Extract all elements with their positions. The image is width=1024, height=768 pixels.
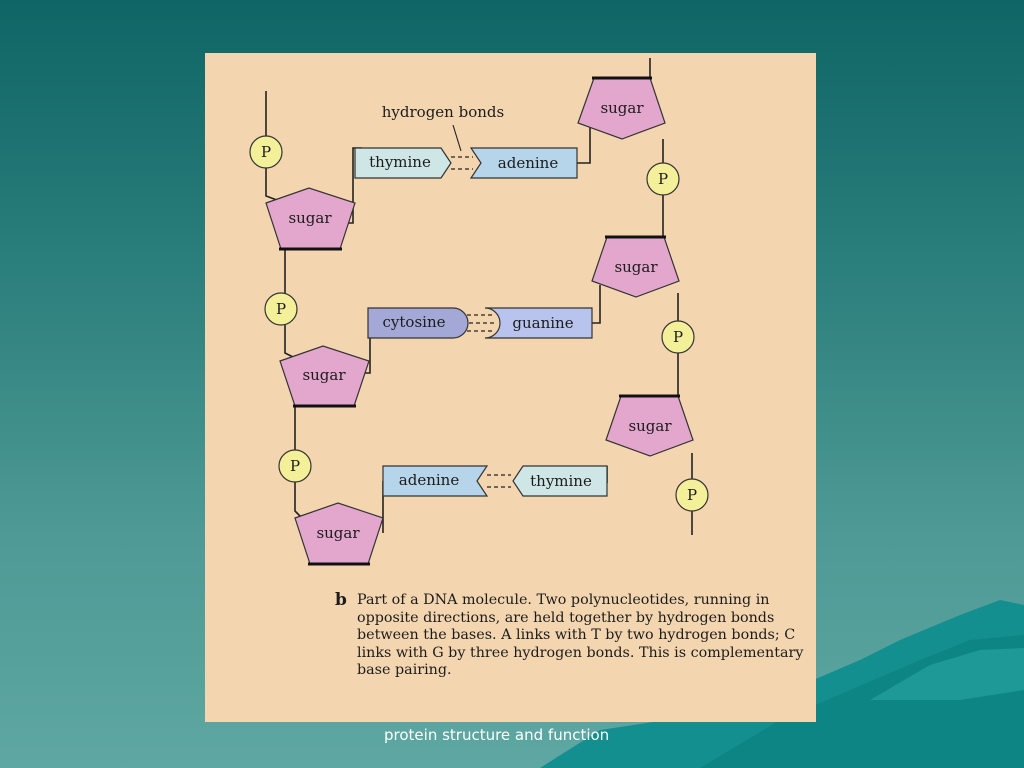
slide-footer: protein structure and function	[384, 726, 610, 744]
sugar-right-1	[578, 78, 665, 139]
phosphate-right-2	[662, 321, 694, 353]
base-label: thymine	[530, 472, 592, 490]
caption-marker: b	[335, 590, 347, 610]
phosphate-label: P	[289, 457, 301, 475]
phosphate-right-3	[676, 479, 708, 511]
phosphate-left-3	[279, 450, 311, 482]
sugar-left-1	[266, 188, 355, 249]
base-label: adenine	[398, 471, 460, 489]
sugar-right-3	[606, 396, 693, 456]
phosphate-label: P	[260, 143, 272, 161]
callout-leader-line	[453, 125, 461, 151]
hydrogen-bonds-3	[487, 475, 511, 487]
base-thymine-2	[513, 466, 607, 496]
phosphate-left-2	[265, 293, 297, 325]
phosphate-label: P	[657, 170, 669, 188]
phosphate-label: P	[686, 486, 698, 504]
hydrogen-bonds-1	[451, 157, 473, 169]
base-label: cytosine	[382, 313, 446, 331]
sugar-right-2	[592, 237, 679, 297]
sugar-left-2	[280, 346, 369, 406]
hydrogen-bonds-callout: hydrogen bonds	[381, 103, 505, 121]
sugar-label: sugar	[600, 99, 644, 117]
phosphate-label: P	[672, 328, 684, 346]
sugar-label: sugar	[302, 366, 346, 384]
base-cytosine	[368, 308, 468, 338]
phosphate-left-1	[250, 136, 282, 168]
figure-caption	[335, 590, 816, 680]
base-adenine-2	[383, 466, 487, 496]
base-adenine-1	[471, 148, 577, 178]
base-label: thymine	[369, 153, 431, 171]
sugar-label: sugar	[614, 258, 658, 276]
base-label: adenine	[497, 154, 559, 172]
sugar-label: sugar	[628, 417, 672, 435]
sugar-left-3	[295, 503, 383, 564]
base-label: guanine	[512, 314, 574, 332]
base-thymine-1	[355, 148, 451, 178]
hydrogen-bonds-2	[467, 315, 495, 331]
sugar-label: sugar	[288, 209, 332, 227]
phosphate-right-1	[647, 163, 679, 195]
dna-figure	[205, 53, 816, 722]
base-guanine	[485, 308, 592, 338]
phosphate-label: P	[275, 300, 287, 318]
sugar-label: sugar	[316, 524, 360, 542]
caption-text: Part of a DNA molecule. Two polynucleotides, running in opposite directions, are held together by hydrogen bonds between the bases. A links with T by two hydrogen bonds; C links with G by three hydrogen bonds. This is complementary base pairing.	[357, 592, 804, 678]
